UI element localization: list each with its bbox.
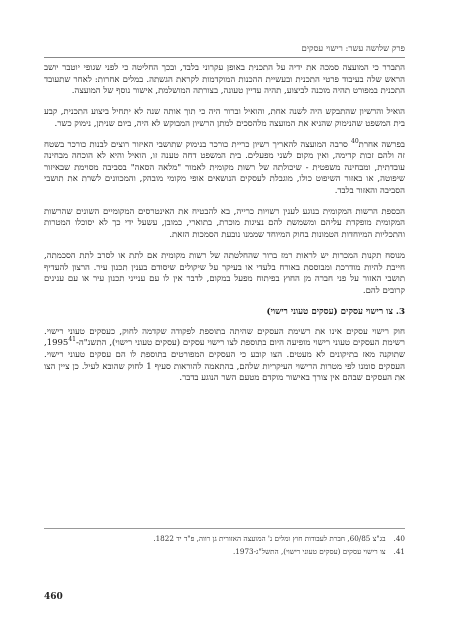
paragraph	[44, 327, 405, 385]
paragraph-text: חוק רישוי עסקים אינו את רשימת העסקים שהיתה בתוספת לפקודה שקדמה לחוק, כעסקים טעוני רישוי. רשימת העסקים טעוני רישוי מופיעה היום בתוספת לצו רישוי עסקים (עסקים טעוני רישוי), התשנ"ה-1995	[44, 326, 405, 349]
footnote-ref-41[interactable]: 41	[68, 336, 76, 344]
paragraph: הכספת הרשות המקומית בנוגע לענין רשויות כרייה, בא להבטיח את האינטרסים המקומיים השונים שהרשות המקומית מופקדת עליהם ומשמשת להם נציגות מוכרת, בתוארי, כמובן, עשעל ידי כך לא יסוכלו המטרות והתכליות המיוחדות הטמונות בחוק המיוחד שממנו נובעת הסמכות הזאת.	[44, 206, 405, 241]
footnotes	[44, 533, 405, 558]
footnote-41	[44, 546, 405, 559]
section-heading: 3. צו רישוי עסקים (עסקים טעוני רישוי)	[266, 307, 405, 318]
footnote-text: בג"צ 60/85, חברת לעבודות חוץ ומלים נ' המועצה האזורית גן רווה, פ"ד יד 1822.	[153, 534, 386, 543]
paragraph-text: , שתוקנה מאז בתיקונים לא מעטים. הצו קובע כי העסקים המפורטים בתוספת לו הם עסקים טעוני רישוי. העסקים סומנו לפי מטרות הרישוי העיקריות שלהם, בהתאמה להוראות סעיף 1 לחוק שהובא לעיל. כן ציין הצו את העסקים שבהם אין צורך באישור מוקדם מטעם השר הנוגע בדבר.	[44, 338, 405, 384]
footnote-number: 40.	[393, 534, 405, 543]
paragraph: התברר כי המועצה סמכה את ידיה על התכנית באופן עקרוני בלבד, ובכך החליטה כי לפני שגופי יוטבר יושב הראש שלה בעיבוד פרטי התכנית ובעשיית ההכנות המוקדמות לקראת הגשתה. במלים אחרות: לאחר שתעובד התכנית במפורט תהיה מוכנה לביצוע, תהיה עדיין טעונה, בצורתה המושלמת, אישור נוסף של המועצה.	[44, 63, 405, 97]
body-text	[44, 63, 405, 394]
footnote-number: 41.	[393, 546, 405, 556]
footnote-text: צו רישוי עסקים (עסקים טעוני רישוי), התשל"ג-1973.	[233, 546, 386, 556]
paragraph	[44, 137, 405, 198]
running-head: פרק שלושה עשר: רישוי עסקים	[301, 44, 405, 54]
page-number: 460	[44, 592, 63, 602]
paragraph: הואיל והרשיון שהתבקש היה לשנה אחת, והואיל וברור היה כי תוך אותה שנה לא יתחיל ביצוע התכנית, קבע בית המשפט שהנימוק שהניא את המועצה מלהסכים למתן הרשיון המבוקש לא היה, ביום שניתן, נימוק כשר.	[44, 107, 405, 129]
footnote-40	[44, 533, 405, 546]
footnote-ref-40[interactable]: 40	[351, 137, 359, 145]
paragraph: מנוסח תקנות המכרות יש לראות רמז ברור שהחלטתה של רשות מקומית אם לתת או לסרב לתת הסכמתה, חייבת להיות מודרכת ומבוססת באורח בלעדי או בעיקר על שיקולים שיסודם בענין תכנון עיר. הרצון להעדיף תושבי האזור על פני חברה מן החוץ בפיתוח מפעל במקום, לדבר אין לו עם ענייני תכנון עיר או עם ענינים קרובים להם.	[44, 250, 405, 296]
header-rule	[44, 57, 405, 58]
footnote-rule	[44, 528, 405, 529]
paragraph-text: בפרשה אחרת	[358, 139, 405, 150]
paragraph-text: סרבה המועצה להאריך רשיון כריית כורכר בנימוק שתושבי האיזור רוצים לבנות כורכר בשטח זה ולהם זכות קדימה, ואין מקום לשני מפעלים. בית המשפט דחה טענה זו, הואיל והיא לא הוכחה מבחינה עובדתית, ומבחינה משפטית - שיכולתה של רשות מקומית לאמור "מלאה הסאה" בסביבה מסוימת שבאיזור שיפוטה, או באזור השיפוט כולו, מוגבלת לעסקים הנושאים אופי מקומי מובהק, והמכוונים לשרת את תושבי הסביבה והאזור בלבד.	[44, 139, 405, 196]
